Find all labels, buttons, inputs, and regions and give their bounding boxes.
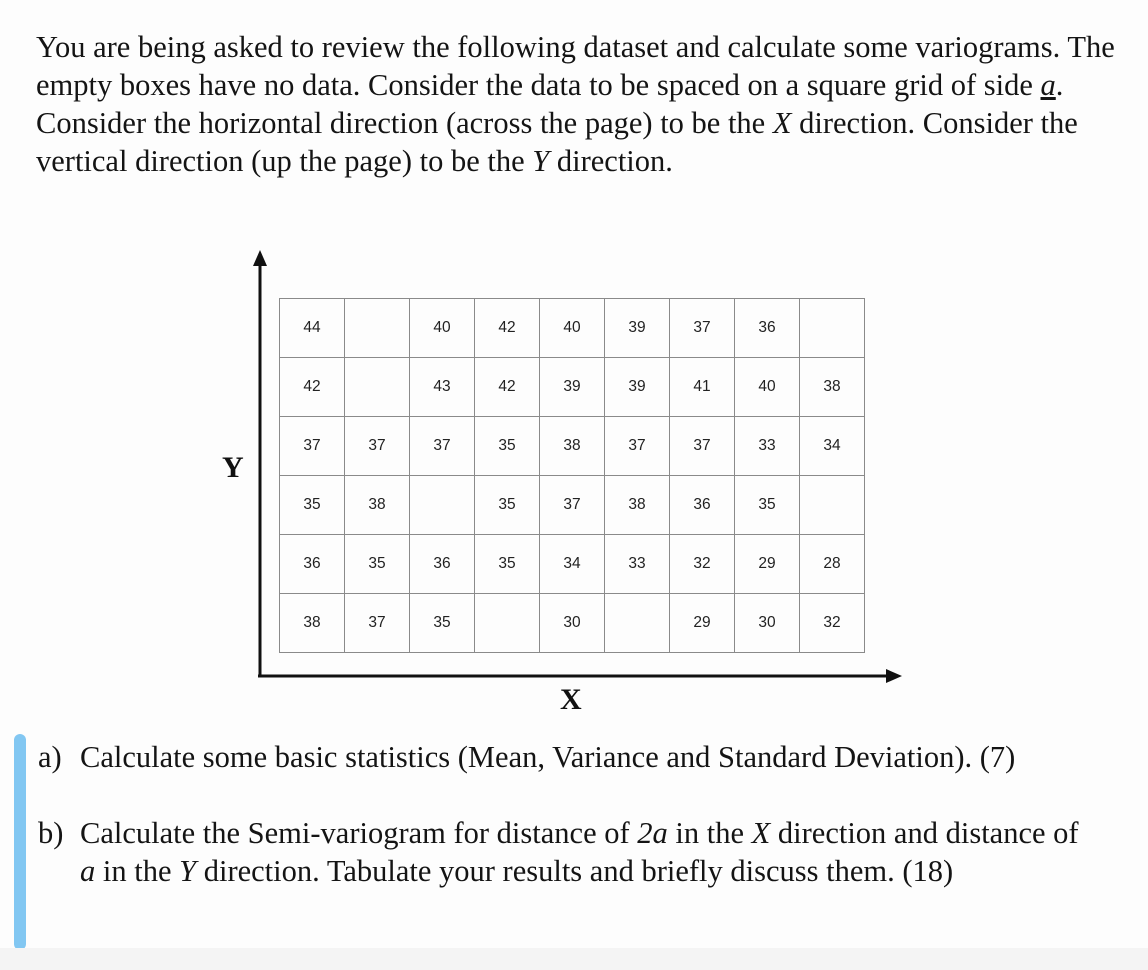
grid-cell: 38 <box>605 476 670 535</box>
grid-cell: 40 <box>735 358 800 417</box>
question-b <box>38 814 1098 890</box>
grid-cell: 42 <box>280 358 345 417</box>
grid-cell: 35 <box>475 417 540 476</box>
grid-cell: 37 <box>605 417 670 476</box>
grid-cell <box>800 299 865 358</box>
intro-text-2: . Consider the horizontal direction (across the page) to be the <box>36 68 1064 140</box>
grid-cell: 32 <box>670 535 735 594</box>
grid-cell: 41 <box>670 358 735 417</box>
grid-cell: 34 <box>540 535 605 594</box>
grid-cell: 38 <box>280 594 345 653</box>
grid-row <box>280 476 865 535</box>
grid-side-symbol: a <box>1040 68 1056 102</box>
question-b-body <box>80 814 1080 890</box>
grid-row <box>280 299 865 358</box>
x-axis-arrowhead <box>886 669 902 683</box>
grid-cell: 36 <box>735 299 800 358</box>
grid-cell: 36 <box>670 476 735 535</box>
grid-cell: 28 <box>800 535 865 594</box>
grid-row <box>280 417 865 476</box>
grid-cell: 36 <box>280 535 345 594</box>
intro-text-1: You are being asked to review the following dataset and calculate some variograms. The empty boxes have no data. Consider the data to be spaced on a square grid of side <box>36 30 1115 102</box>
grid-cell <box>410 476 475 535</box>
grid-row <box>280 358 865 417</box>
grid-row <box>280 535 865 594</box>
grid-cell: 38 <box>540 417 605 476</box>
grid-cell: 36 <box>410 535 475 594</box>
grid-cell: 29 <box>735 535 800 594</box>
distance-x-symbol: 2a <box>637 816 668 850</box>
grid-cell <box>345 358 410 417</box>
y-axis-arrowhead <box>253 250 267 266</box>
grid-cell: 37 <box>410 417 475 476</box>
question-b-label: b) <box>38 816 64 850</box>
intro-text-4: direction. <box>549 144 673 178</box>
grid-cell: 39 <box>605 299 670 358</box>
highlight-marker <box>14 734 26 950</box>
grid-cell: 35 <box>735 476 800 535</box>
grid-cell: 35 <box>475 476 540 535</box>
grid-cell: 30 <box>735 594 800 653</box>
question-b-text-5: direction. Tabulate your results and briefly discuss them. (18) <box>196 854 954 888</box>
y-axis-label: Y <box>222 451 244 484</box>
grid-cell: 42 <box>475 358 540 417</box>
grid-cell: 38 <box>800 358 865 417</box>
grid-cell: 44 <box>280 299 345 358</box>
grid-cell: 37 <box>540 476 605 535</box>
grid-cell: 29 <box>670 594 735 653</box>
grid-cell <box>605 594 670 653</box>
grid-cell: 40 <box>540 299 605 358</box>
intro-text-3: direction. Consider the vertical direction (up the page) to be the <box>36 106 1078 178</box>
grid-cell <box>345 299 410 358</box>
grid-cell: 35 <box>475 535 540 594</box>
grid-cell: 38 <box>345 476 410 535</box>
question-a-text: Calculate some basic statistics (Mean, Variance and Standard Deviation). (7) <box>80 740 1016 774</box>
x-axis-label: X <box>560 683 582 716</box>
y-direction-symbol: Y <box>532 144 550 178</box>
data-grid <box>279 298 865 653</box>
grid-cell: 33 <box>735 417 800 476</box>
grid-cell: 35 <box>280 476 345 535</box>
grid-cell: 33 <box>605 535 670 594</box>
x-direction-symbol-b: X <box>751 816 771 850</box>
grid-cell: 32 <box>800 594 865 653</box>
question-b-text-2: in the <box>667 816 752 850</box>
grid-cell: 40 <box>410 299 475 358</box>
grid-cell: 35 <box>410 594 475 653</box>
question-a-label: a) <box>38 740 62 774</box>
x-direction-symbol: X <box>772 106 792 140</box>
grid-cell: 34 <box>800 417 865 476</box>
grid-cell: 37 <box>670 299 735 358</box>
bottom-strip <box>0 948 1148 970</box>
grid-cell: 30 <box>540 594 605 653</box>
question-b-text-3: direction and distance of <box>770 816 1079 850</box>
distance-y-symbol: a <box>80 854 96 888</box>
grid-cell: 43 <box>410 358 475 417</box>
grid-row <box>280 594 865 653</box>
grid-cell: 42 <box>475 299 540 358</box>
grid-cell: 37 <box>345 594 410 653</box>
question-b-text-4: in the <box>95 854 180 888</box>
grid-cell <box>475 594 540 653</box>
question-b-text-1: Calculate the Semi-variogram for distance of <box>80 816 638 850</box>
grid-cell: 35 <box>345 535 410 594</box>
grid-cell: 37 <box>670 417 735 476</box>
y-direction-symbol-b: Y <box>179 854 197 888</box>
grid-cell: 39 <box>605 358 670 417</box>
question-a <box>38 738 1138 776</box>
grid-cell: 39 <box>540 358 605 417</box>
grid-cell <box>800 476 865 535</box>
grid-cell: 37 <box>280 417 345 476</box>
grid-cell: 37 <box>345 417 410 476</box>
